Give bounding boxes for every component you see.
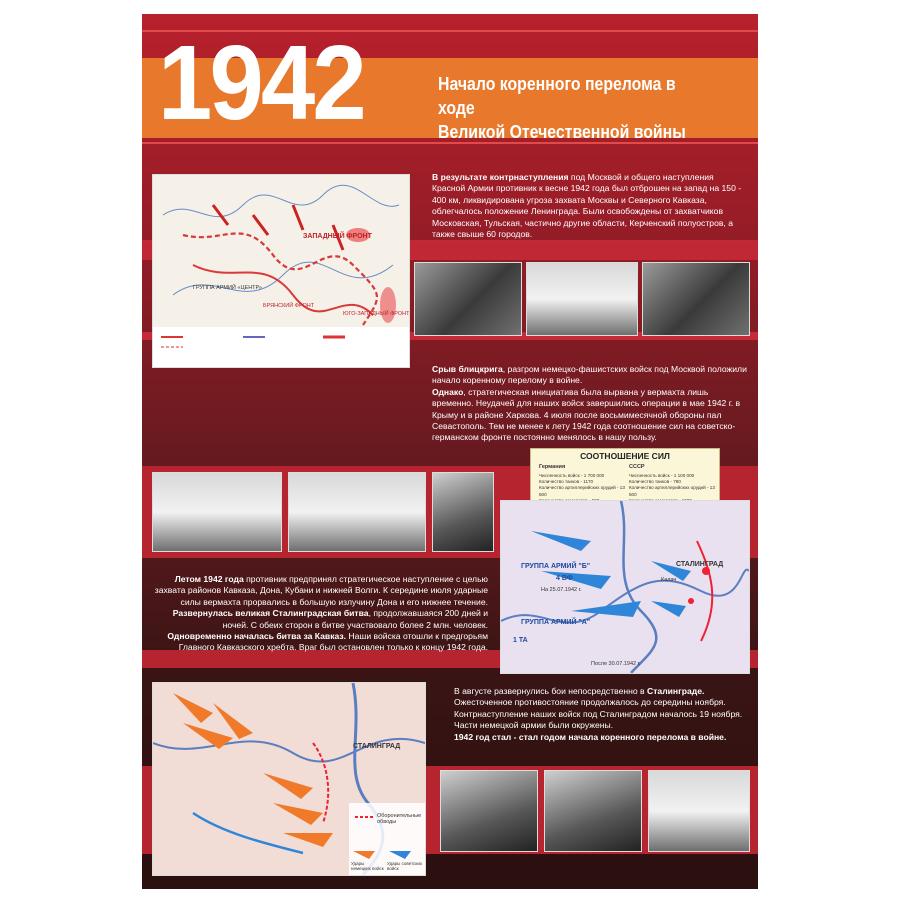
map2-label-group-b: ГРУППА АРМИЙ "Б" <box>521 563 591 570</box>
ratio-ussr-label: СССР <box>629 464 645 470</box>
section1-text <box>432 172 748 240</box>
title-line-2: Великой Отечественной войны <box>438 122 686 142</box>
photo-tanks <box>642 262 750 336</box>
section4-lead: Сталинграде. <box>647 686 705 696</box>
photo-soldiers-snow <box>152 472 282 552</box>
section3-lead2: Развернулась великая Сталинградская битва <box>172 608 369 619</box>
section2-lead2: Однако <box>432 386 464 397</box>
map3-drawing <box>153 683 425 875</box>
map2-label-kalach: Калач <box>661 577 677 583</box>
map3-legend-german: Удары немецких войск <box>351 861 384 871</box>
photo-ruins-1 <box>414 262 522 336</box>
section2-body2: , стратегическая инициатива была вырвана у вермахта лишь временно. Неудачей для наших войск завершились операции в мае 1942 г. в Крыму и в районе Харкова. 4 июля после восьмимесячной обороны пал Севастополь. Тем не менее к лету 1942 года соотношение сил на советско-германском фронте постоянно менялось в нашу пользу. <box>432 386 741 443</box>
map2-label-4vf: 4 ВФ <box>556 575 573 582</box>
photo-street-fight <box>440 770 538 852</box>
year-heading: 1942 <box>158 24 364 142</box>
section4-lead2: 1942 год стал - стал годом начала коренного перелома в войне. <box>454 731 727 742</box>
map-stalingrad-approach <box>500 500 750 674</box>
section4-body2: Ожесточенное противостояние продолжалось до середины ноября. Контрнаступление наших войск под Сталинградом началось 19 ноября. Части немецкой армии были окружены. <box>454 697 743 731</box>
map1-label-south: ЮГО-ЗАПАДНЫЙ ФРОНТ <box>343 311 410 317</box>
section2-body1: , разгром немецко-фашистских войск под Москвой положили начало коренному перелому в войне. <box>432 364 747 386</box>
section3-lead3: Одновременно началась битва за Кавказ. <box>167 631 347 642</box>
photo-wreckage <box>526 262 638 336</box>
ratio-germany-label: Германия <box>539 464 566 470</box>
map2-label-1ta: 1 ТА <box>513 637 528 644</box>
map3-legend-defense: Оборонительные обводы <box>377 813 422 825</box>
map-moscow-counteroffensive <box>152 174 410 368</box>
section1-lead: В результате контрнаступления <box>432 172 569 182</box>
photo-destroyed-city <box>648 770 750 852</box>
map2-date-1: На 25.07.1942 г. <box>541 587 582 593</box>
map2-label-stalingrad: СТАЛИНГРАД <box>676 561 724 568</box>
title-line-1: Начало коренного перелома в ходе <box>438 74 676 118</box>
photo-soldiers-ruins <box>544 770 642 852</box>
section2-lead: Срыв блицкрига <box>432 364 503 374</box>
photo-mountains <box>288 472 426 552</box>
section3-body2: , продолжавшаяся 200 дней и ночей. С обеих сторон в битве участвовало более 2 млн. человек. <box>222 608 488 630</box>
section1-body: под Москвой и общего наступления Красной Армии противник к весне 1942 года был отброшен на запад на 150 - 400 км, ликвидирована угроза захвата Москвы и Северного Кавказа, облегчалось положение Ленинграда. Были освобождены от захватчиков Московская, Тульская, частично другие области, Керченский полуостров, а также свыше 60 городов. <box>432 172 742 240</box>
section3-body3: Наши войска отошли к предгорьям Главного Кавказского хребта. Враг был остановлен только к концу 1942 года. <box>178 631 488 653</box>
poster <box>142 14 758 889</box>
ratio-germany-values: Численность войск - 1 700 000 Количество танков - 1170 Количество артиллерийских орудий - 13 500 <box>539 473 625 497</box>
map-stalingrad-battle <box>152 682 426 876</box>
section4-body1: В августе развернулись бои непосредственно в <box>454 686 647 696</box>
ratio-title: СООТНОШЕНИЕ СИЛ <box>580 451 670 461</box>
section3-text <box>152 574 488 654</box>
poster-title <box>438 72 716 144</box>
section2-text <box>432 364 748 444</box>
map2-label-group-a: ГРУППА АРМИЙ "А" <box>521 619 591 626</box>
map2-date-2: После 30.07.1942 г. <box>591 661 641 667</box>
map2-drawing <box>501 501 749 673</box>
section3-body1: противник предпринял стратегическое наступление с целью захвата районов Кавказа, Дона, Кубани и нижней Волги. К середине июля ударные силы вермахта прорвались в большую излучину Дона и его нижнее течение. <box>154 574 488 607</box>
photo-battle <box>432 472 494 552</box>
section4-text <box>454 686 750 743</box>
map1-label-bryansk: БРЯНСКИЙ ФРОНТ <box>263 303 315 309</box>
map3-label-stalingrad: СТАЛИНГРАД <box>353 743 401 750</box>
section3-lead: Летом 1942 года <box>174 574 244 584</box>
ratio-ussr-values: Численность войск - 1 100 000 Количество танков - 780 Количество артиллерийских орудий - 13 500 <box>629 473 715 497</box>
map-moscow-drawing <box>153 175 409 367</box>
map1-label-group: ГРУППА АРМИЙ «ЦЕНТР» <box>193 285 262 291</box>
map3-legend-soviet: Удары советских войск <box>387 861 423 871</box>
map1-label-front: ЗАПАДНЫЙ ФРОНТ <box>303 233 372 240</box>
